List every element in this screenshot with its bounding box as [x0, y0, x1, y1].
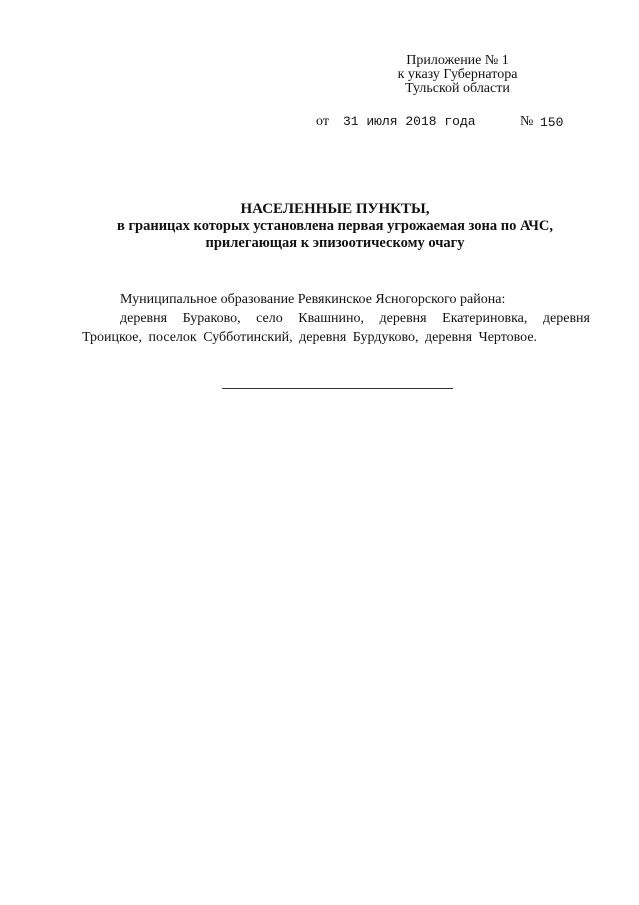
date-prefix: от: [316, 114, 329, 129]
title-main: НАСЕЛЕННЫЕ ПУНКТЫ,: [240, 201, 430, 217]
municipality-paragraph: Муниципальное образование Ревякинское Ясногорского района:: [120, 292, 506, 307]
document-title: [80, 201, 590, 252]
decree-date: 31 июля 2018 года: [342, 114, 476, 129]
appendix-decree-ref: к указу Губернатора: [397, 67, 518, 82]
title-line-2: в границах которых установлена первая угрожаемая зона по АЧС,: [116, 218, 554, 234]
decree-number: 150: [540, 115, 564, 130]
appendix-header: [340, 54, 575, 96]
closing-divider: [222, 388, 453, 389]
document-body: [82, 290, 590, 347]
appendix-number: Приложение № 1: [406, 53, 509, 68]
settlements-paragraph: деревня Бураково, село Квашнино, деревня Екатериновка, деревня Троицкое, поселок Субботинский, деревня Бурдуково, деревня Чертовое.: [82, 311, 590, 345]
title-line-3: прилегающая к эпизоотическому очагу: [205, 235, 465, 251]
number-sign: №: [520, 114, 534, 129]
decree-date-line: [316, 114, 564, 130]
appendix-region: Тульской области: [405, 81, 510, 96]
